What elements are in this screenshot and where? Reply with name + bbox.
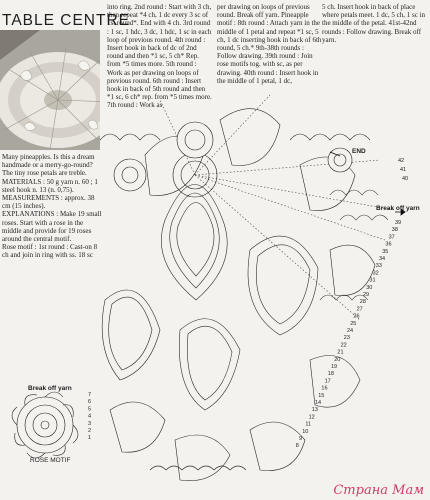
round-number-8: 8 bbox=[295, 443, 299, 450]
intro-paragraph: Many pineapples. Is this a dream handmade or a merry-go-round? The tiny rose petals are treble. bbox=[2, 153, 95, 178]
round-number-19: 19 bbox=[331, 364, 338, 370]
rose-number-markers bbox=[88, 392, 91, 441]
round-number-12: 12 bbox=[308, 414, 315, 421]
round-number-15: 15 bbox=[318, 392, 325, 399]
round-number-30: 30 bbox=[366, 284, 373, 291]
round-number-36: 36 bbox=[385, 241, 392, 248]
round-number-13: 13 bbox=[311, 407, 318, 414]
rose-top-right bbox=[328, 148, 352, 172]
round-number-21: 21 bbox=[337, 349, 344, 356]
round-number-31: 31 bbox=[369, 277, 376, 284]
round-number-17: 17 bbox=[324, 378, 331, 385]
explanations-paragraph: EXPLANATIONS : Make 19 small roses. Start with a rose in the middle and provide for 19 roses around the central motif. bbox=[2, 210, 102, 244]
break-off-yarn-label-left: Break off yarn bbox=[28, 385, 72, 392]
round-number-22: 22 bbox=[340, 342, 347, 349]
rose-round-number-4: 4 bbox=[88, 413, 92, 420]
round-number-10: 10 bbox=[302, 428, 309, 435]
round-number-26: 26 bbox=[353, 313, 360, 320]
round-number-11: 11 bbox=[305, 421, 312, 428]
round-number-18: 18 bbox=[327, 371, 334, 378]
round-number-39: 39 bbox=[395, 220, 402, 226]
round-number-34: 34 bbox=[379, 256, 386, 262]
round-number-32: 32 bbox=[372, 270, 379, 277]
round-number-38: 38 bbox=[391, 227, 398, 234]
round-number-27: 27 bbox=[356, 306, 363, 313]
instructions-column-4: 5 ch. Insert hook in back of place where petals meet. 1 dc, 5 ch, 1 sc in the middle of the petal. 41st-42nd rounds : Follow drawing. Break off yarn. bbox=[322, 3, 426, 44]
end-label: END bbox=[352, 148, 366, 155]
round-number-24: 24 bbox=[347, 328, 354, 334]
break-off-yarn-label-right: Break off yarn bbox=[376, 205, 420, 212]
rose-round-number-3: 3 bbox=[88, 420, 92, 427]
round-number-16: 16 bbox=[321, 385, 328, 392]
round-number-23: 23 bbox=[343, 335, 350, 342]
round-number-40: 40 bbox=[402, 176, 409, 182]
round-number-markers bbox=[296, 158, 408, 449]
page-title: TABLE CENTRE bbox=[2, 12, 130, 29]
rose-left bbox=[114, 159, 146, 191]
round-number-14: 14 bbox=[315, 400, 322, 406]
round-number-35: 35 bbox=[382, 248, 389, 255]
rose-round-number-7: 7 bbox=[88, 392, 92, 398]
round-number-28: 28 bbox=[359, 299, 366, 306]
round-number-42: 42 bbox=[398, 158, 405, 164]
instructions-column-3: per drawing on loops of previous round. Break off yarn. Pineapple motif : 8th round : Attach yarn in the middle of 1 petal and repeat *1 sc, 5 ch, 1 dc inserting hook in back of 6th round, 5 ch.* 9th-38th rounds : Follow drawing. 39th round : Join rose motifs tog. with sc, as per drawing. 40th round : Insert hook in the middle of 1 petal, 1 dc, bbox=[217, 3, 322, 85]
rose-round-number-5: 5 bbox=[88, 406, 92, 413]
site-watermark: Страна Мам bbox=[333, 483, 424, 498]
round-number-41: 41 bbox=[400, 167, 407, 173]
round-number-29: 29 bbox=[363, 292, 370, 298]
rose-round-number-2: 2 bbox=[88, 428, 92, 434]
rose-motif-label: ROSE MOTIF bbox=[30, 457, 71, 464]
measurements-paragraph: MEASUREMENTS : approx. 38 cm (15 inches). bbox=[2, 194, 95, 211]
rose-round-number-6: 6 bbox=[88, 399, 92, 406]
round-number-25: 25 bbox=[350, 320, 357, 327]
instructions-column-2: into ring. 2nd round : Start with 3 ch, then repeat *4 ch, 1 dc every 3 sc of 1st round*. End with 4 ch. 3rd round : 1 sc, 1 hdc, 3 dc, 1 hdc, 1 sc in each loop of previous round. 4th round : Insert hook in back of dc of 2nd round and then *1 sc, 5 ch* Rep. from *5 times more. 5th round : Work as per drawing on loops of previous round. 6th round : Insert hook in back of 5th round and then *1 sc, 6 ch* rep. from *5 times more. 7th round : Work as bbox=[107, 3, 212, 110]
round-number-9: 9 bbox=[299, 436, 303, 442]
round-number-33: 33 bbox=[375, 263, 382, 270]
rose-round-number-1: 1 bbox=[88, 435, 92, 442]
round-number-37: 37 bbox=[388, 234, 395, 241]
rose-motif-diagram bbox=[12, 392, 78, 458]
rose-motif-paragraph: Rose motif : 1st round : Cast-on 8 ch and join in ring with ss. 18 sc bbox=[2, 243, 98, 260]
rose-center bbox=[177, 122, 213, 158]
materials-paragraph: MATERIALS : 50 g yarn n. 60 ; 1 steel hook n. 13 (n. 0,75). bbox=[2, 177, 98, 194]
round-number-20: 20 bbox=[334, 356, 341, 363]
